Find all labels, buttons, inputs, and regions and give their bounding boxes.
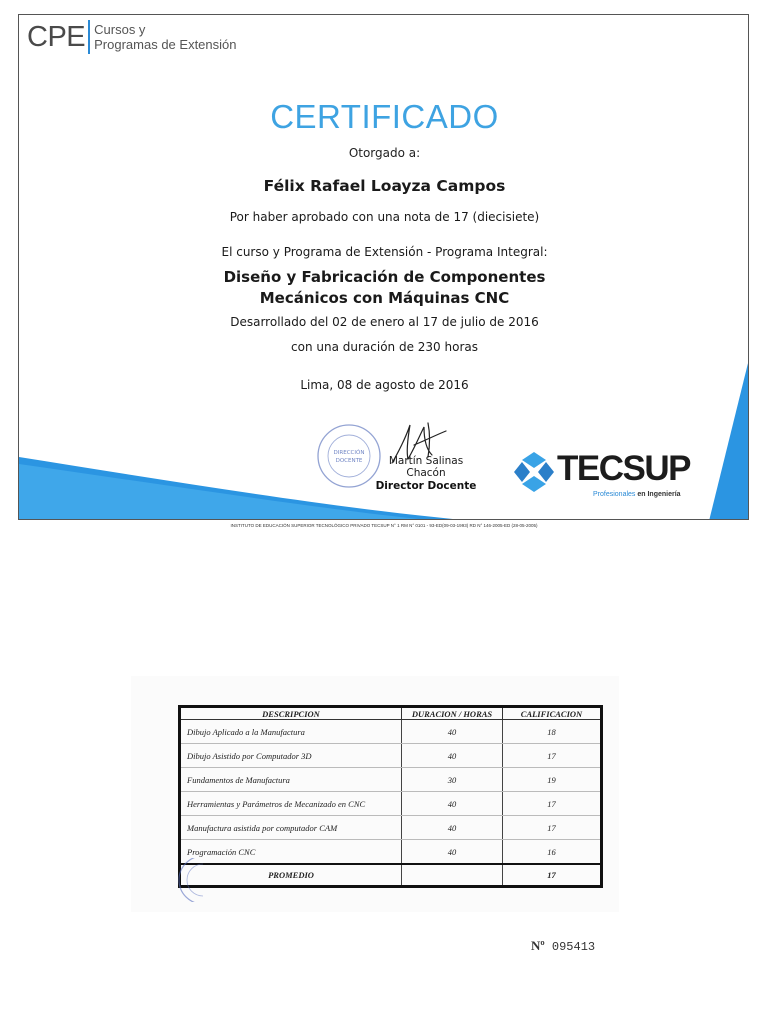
course-intro: El curso y Programa de Extensión - Programa Integral: xyxy=(221,245,548,259)
cpe-logo-line1: Cursos y xyxy=(94,22,146,37)
serial-prefix: Nº xyxy=(531,938,545,953)
row-grade: 17 xyxy=(503,744,602,768)
table-row xyxy=(180,744,602,768)
cpe-logo-divider xyxy=(88,20,90,54)
average-label: PROMEDIO xyxy=(180,864,402,887)
row-grade: 17 xyxy=(503,792,602,816)
course-name-line2: Mecánicos con Máquinas CNC xyxy=(259,289,510,307)
cpe-logo-line2: Programas de Extensión xyxy=(94,37,237,52)
row-hours: 40 xyxy=(402,840,503,865)
course-duration: con una duración de 230 horas xyxy=(291,340,478,354)
tecsup-logo xyxy=(513,447,713,507)
tecsup-wordmark: TECSUP xyxy=(557,449,690,488)
average-row xyxy=(180,864,602,887)
signatory xyxy=(371,455,481,492)
header-hours: DURACION / HORAS xyxy=(402,707,503,720)
grades-scan xyxy=(131,676,619,912)
stamp-fragment xyxy=(163,858,203,902)
course-name xyxy=(19,267,749,309)
grades-table xyxy=(178,705,603,888)
row-description: Fundamentos de Manufactura xyxy=(180,768,402,792)
tecsup-logo-icon xyxy=(513,451,555,493)
svg-text:DIRECCIÓN: DIRECCIÓN xyxy=(333,450,365,456)
table-row xyxy=(180,840,602,865)
svg-text:DOCENTE: DOCENTE xyxy=(335,458,363,464)
average-value: 17 xyxy=(503,864,602,887)
granted-to-label: Otorgado a: xyxy=(348,146,421,160)
serial-number xyxy=(531,938,595,954)
certificate xyxy=(18,14,749,520)
row-description: Manufactura asistida por computador CAM xyxy=(180,816,402,840)
header-grade: CALIFICACION xyxy=(503,707,602,720)
grade-statement: Por haber aprobado con una nota de 17 (diecisiete) xyxy=(229,210,540,224)
header-description: DESCRIPCION xyxy=(180,707,402,720)
row-grade: 17 xyxy=(503,816,602,840)
signer-name: Martín Salinas Chacón xyxy=(388,455,464,479)
row-description: Herramientas y Parámetros de Mecanizado en CNC xyxy=(180,792,402,816)
row-grade: 19 xyxy=(503,768,602,792)
table-row xyxy=(180,816,602,840)
row-hours: 40 xyxy=(402,816,503,840)
course-name-line1: Diseño y Fabricación de Componentes xyxy=(223,268,546,286)
recipient-name: Félix Rafael Loayza Campos xyxy=(263,177,506,195)
row-hours: 30 xyxy=(402,768,503,792)
row-hours: 40 xyxy=(402,744,503,768)
row-description: Dibujo Aplicado a la Manufactura xyxy=(180,720,402,744)
row-grade: 18 xyxy=(503,720,602,744)
tecsup-tagline xyxy=(593,491,681,498)
table-row xyxy=(180,768,602,792)
row-description: Programación CNC xyxy=(180,840,402,865)
table-row xyxy=(180,792,602,816)
signer-role: Director Docente xyxy=(375,480,477,492)
grades-header-row xyxy=(180,707,602,720)
cpe-logo xyxy=(27,20,237,54)
row-grade: 16 xyxy=(503,840,602,865)
legal-footnote: INSTITUTO DE EDUCACIÓN SUPERIOR TECNOLÓGICO PRIVADO TECSUP N° 1 RM N° 0101 - 93-ED(09-03-1993) RD N° 146-2005-ED (28-05-2005) xyxy=(230,523,538,528)
table-row xyxy=(180,720,602,744)
tecsup-tagline-b: en Ingeniería xyxy=(637,491,681,498)
cpe-logo-mark: CPE xyxy=(27,21,86,53)
course-period: Desarrollado del 02 de enero al 17 de julio de 2016 xyxy=(230,315,539,329)
tecsup-tagline-a: Profesionales xyxy=(593,491,636,498)
average-hours-empty xyxy=(402,864,503,887)
row-hours: 40 xyxy=(402,720,503,744)
row-hours: 40 xyxy=(402,792,503,816)
place-date: Lima, 08 de agosto de 2016 xyxy=(300,378,469,392)
row-description: Dibujo Asistido por Computador 3D xyxy=(180,744,402,768)
certificate-title: CERTIFICADO xyxy=(270,98,499,135)
serial-value: 095413 xyxy=(551,940,596,954)
